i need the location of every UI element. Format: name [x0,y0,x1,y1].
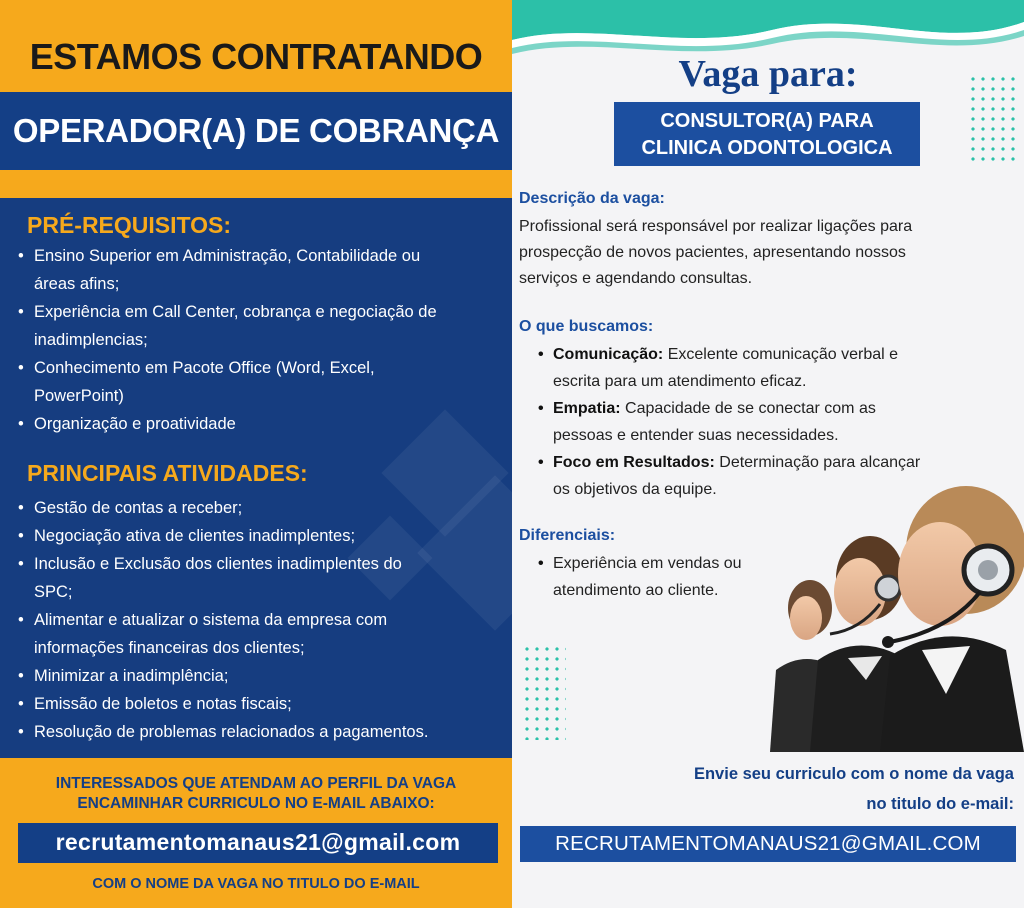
list-item-continuation: escrita para um atendimento eficaz. [553,373,807,390]
list-item: • Gestão de contas a receber; [18,494,504,522]
hiring-headline: ESTAMOS CONTRATANDO [29,36,483,77]
trait-label: Foco em Resultados: [553,454,715,471]
list-item: • Organização e proatividade [18,410,504,438]
email-subject-note: COM O NOME DA VAGA NO TITULO DO E-MAIL [92,876,420,892]
description-heading: Descrição da vaga: [519,190,665,207]
seeking-list [538,341,920,503]
list-item-continuation: informações financeiras dos clientes; [34,639,305,657]
list-item: • Conhecimento em Pacote Office (Word, Excel, [18,354,504,382]
list-item: • Negociação ativa de clientes inadimplentes; [18,522,504,550]
differentials-heading: Diferenciais: [519,527,616,544]
email-link[interactable]: recrutamentomanaus21@gmail.com [55,829,461,855]
orange-divider [0,170,512,198]
list-item: • Minimizar a inadimplência; [18,662,504,690]
call-center-agents-illustration [770,480,1024,752]
description-line: Profissional será responsável por realizar ligações para [519,218,913,235]
activities-heading: PRINCIPAIS ATIVIDADES: [27,460,308,486]
list-item-continuation: os objetivos da equipe. [553,481,717,498]
list-item: • Emissão de boletos e notas fiscais; [18,690,504,718]
job-title: OPERADOR(A) DE COBRANÇA [12,112,500,149]
description-text [519,214,1014,292]
description-line: serviços e agendando consultas. [519,270,753,287]
list-item [538,395,920,422]
list-item: • Alimentar e atualizar o sistema da empresa com [18,606,504,634]
list-item [538,341,920,368]
seeking-heading: O que buscamos: [519,318,654,335]
list-item: • Experiência em Call Center, cobrança e negociação de [18,298,504,326]
list-item-continuation: PowerPoint) [34,387,124,405]
vacancy-heading: Vaga para: [678,53,858,95]
list-item-continuation: SPC; [34,583,73,601]
dot-pattern [522,644,566,740]
trait-text: Excelente comunicação verbal e [663,346,899,363]
trait-text: Capacidade de se conectar com as [620,400,876,417]
description-line: prospecção de novos pacientes, apresentando nossos [519,244,906,261]
role-line-1: CONSULTOR(A) PARA [660,110,874,132]
list-item: • Resolução de problemas relacionados a pagamentos. [18,718,504,746]
prerequisites-list [18,242,504,438]
dot-pattern [968,74,1016,166]
list-item-continuation: atendimento ao cliente. [553,582,719,599]
trait-label: Empatia: [553,400,621,417]
email-link[interactable]: RECRUTAMENTOMANAUS21@GMAIL.COM [555,832,981,855]
list-item [538,449,920,476]
list-item-continuation: inadimplencias; [34,331,148,349]
list-item: • Experiência em vendas ou [538,550,742,577]
list-item-continuation: áreas afins; [34,275,120,293]
trait-text: Determinação para alcançar [714,454,921,471]
send-instruction-line-1: Envie seu curriculo com o nome da vaga [690,765,1018,784]
contact-instructions [0,774,512,814]
prerequisites-heading: PRÉ-REQUISITOS: [27,212,232,238]
trait-label: Comunicação: [553,346,664,363]
activities-list [18,494,504,746]
list-item: • Inclusão e Exclusão dos clientes inadimplentes do [18,550,504,578]
list-item-continuation: pessoas e entender suas necessidades. [553,427,839,444]
contact-line-2: ENCAMINHAR CURRICULO NO E-MAIL ABAIXO: [77,795,435,812]
wave-decoration [512,0,1024,60]
send-instruction-line-2: no titulo do e-mail: [862,795,1018,814]
differentials-list [538,550,742,604]
role-line-2: CLINICA ODONTOLOGICA [641,137,893,159]
list-item: • Ensino Superior em Administração, Contabilidade ou [18,242,504,270]
contact-line-1: INTERESSADOS QUE ATENDAM AO PERFIL DA VAGA [55,775,457,792]
role-title [614,108,920,162]
